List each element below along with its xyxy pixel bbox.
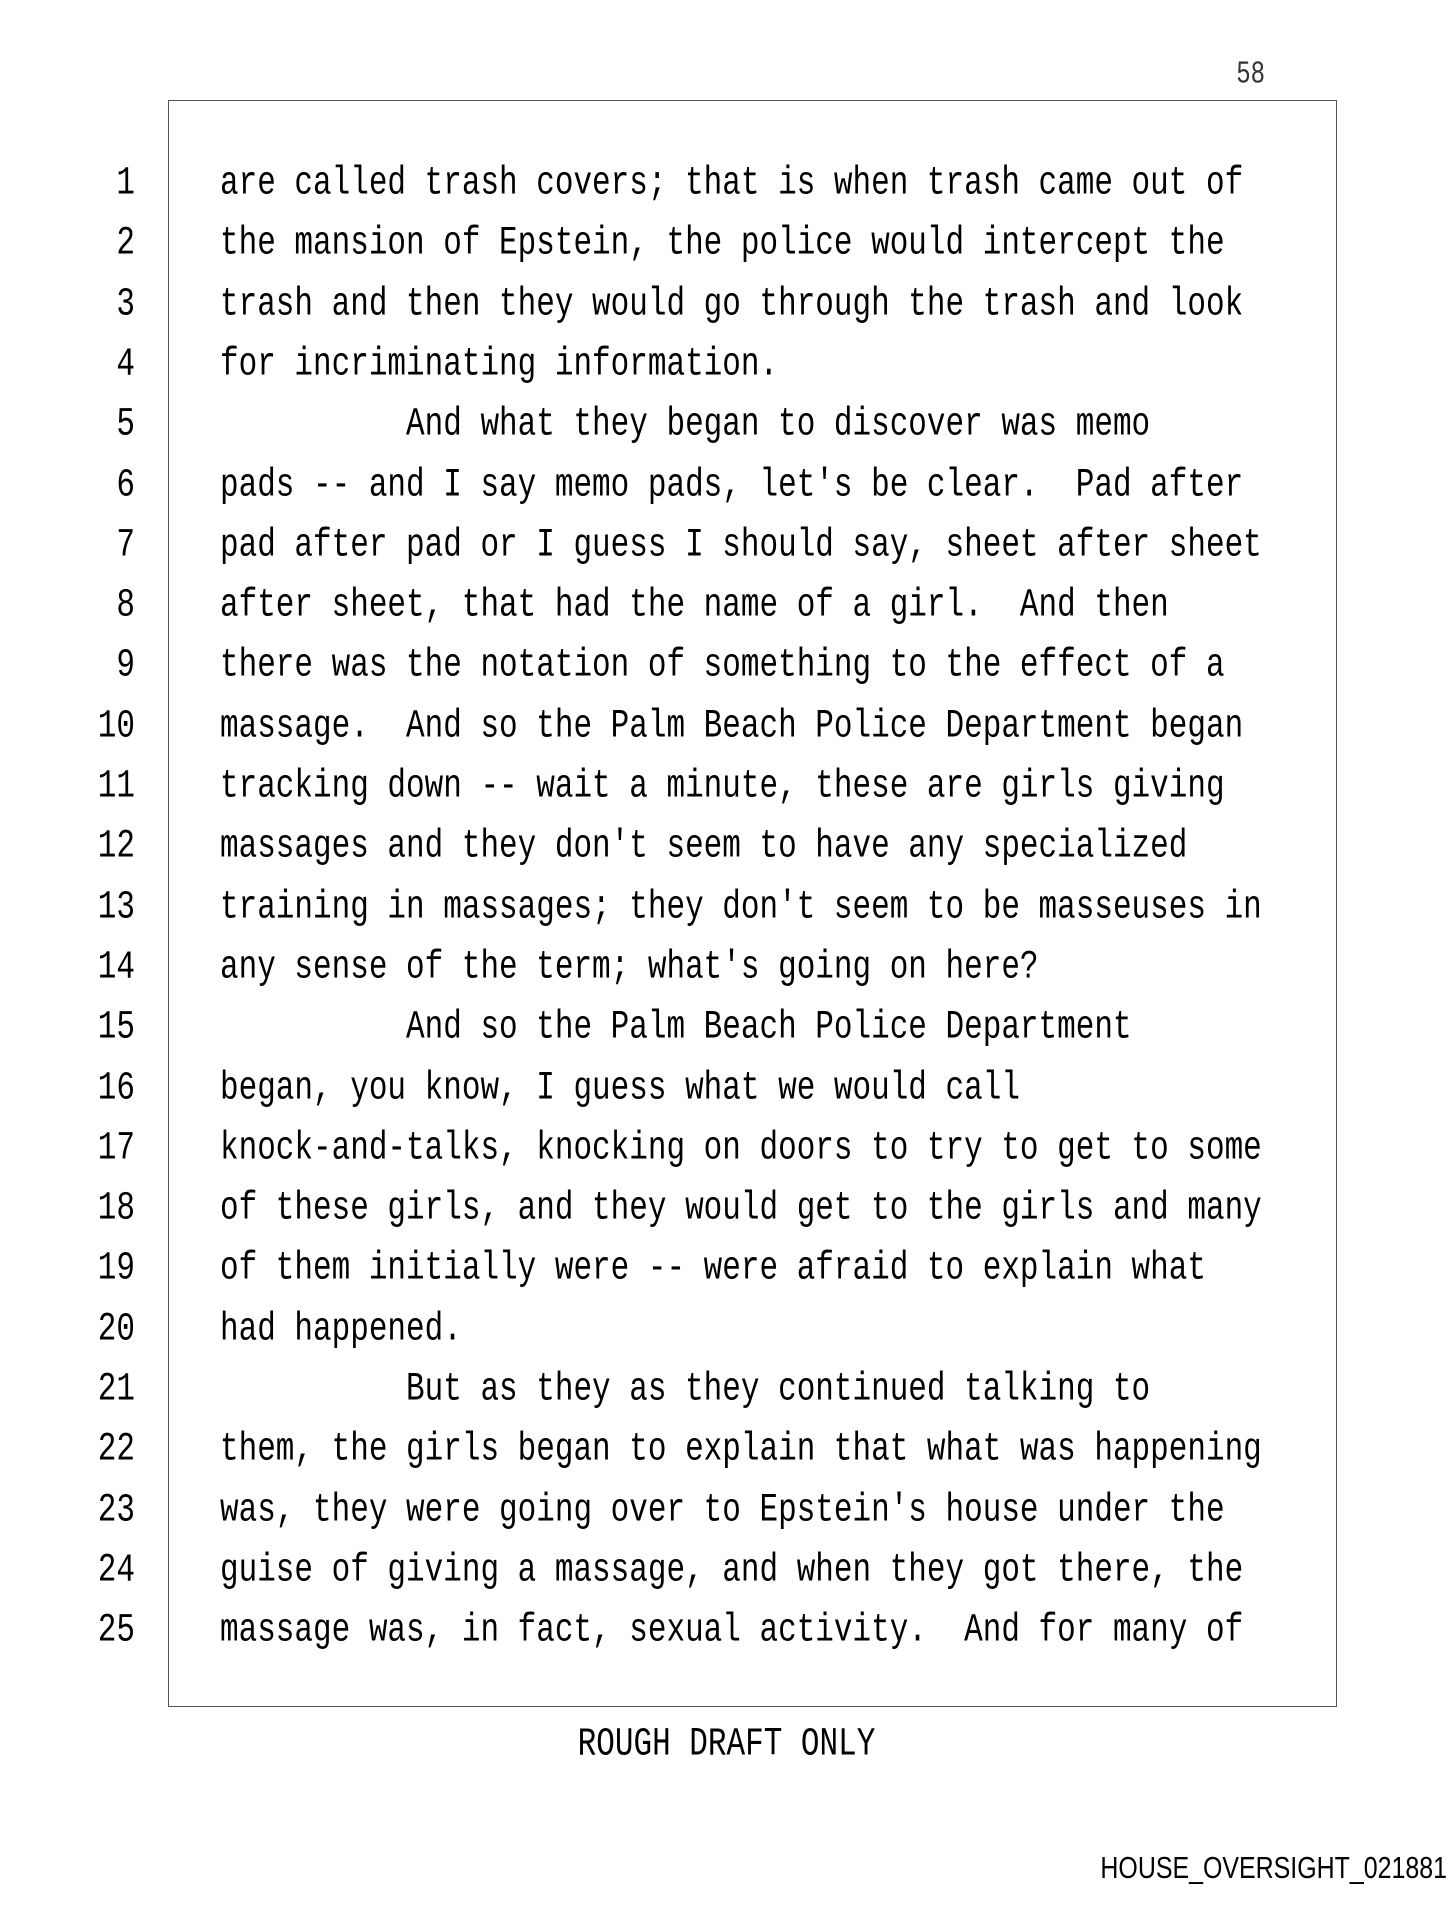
footer <box>0 1722 1453 1768</box>
line-number: 1 <box>116 161 135 207</box>
line-number: 9 <box>116 643 135 689</box>
transcript-line <box>0 704 1453 764</box>
transcript-line <box>0 1608 1453 1668</box>
line-number: 4 <box>116 341 135 388</box>
line-text: any sense of the term; what's going on here? <box>220 944 1039 991</box>
line-number: 7 <box>116 522 135 569</box>
line-text: was, they were going over to Epstein's house under the <box>220 1487 1225 1534</box>
line-text: And so the Palm Beach Police Department <box>220 1005 1132 1051</box>
transcript-line <box>0 523 1453 583</box>
transcript-line <box>0 764 1453 824</box>
page-number: 58 <box>1236 58 1265 94</box>
line-text: of them initially were -- were afraid to explain what <box>220 1246 1206 1292</box>
line-text: massages and they don't seem to have any specialized <box>220 824 1188 870</box>
line-text: tracking down -- wait a minute, these are girls giving <box>220 764 1225 810</box>
rough-draft-label: ROUGH DRAFT ONLY <box>577 1722 876 1768</box>
line-text: of these girls, and they would get to the girls and many <box>220 1186 1262 1232</box>
line-number: 8 <box>116 583 135 629</box>
line-text: them, the girls began to explain that what was happening <box>220 1427 1262 1473</box>
line-text: pads -- and I say memo pads, let's be clear. Pad after <box>220 462 1244 508</box>
line-number: 11 <box>97 764 135 810</box>
line-number: 18 <box>97 1186 135 1232</box>
line-number: 17 <box>97 1125 135 1172</box>
line-number: 5 <box>116 402 135 448</box>
line-number: 12 <box>97 824 135 870</box>
line-text: began, you know, I guess what we would call <box>220 1065 1020 1111</box>
line-number: 16 <box>97 1065 135 1111</box>
transcript-line <box>0 1427 1453 1487</box>
transcript-line <box>0 1488 1453 1548</box>
transcript-line <box>0 1367 1453 1427</box>
line-number: 23 <box>97 1487 135 1534</box>
line-number: 6 <box>116 462 135 508</box>
line-number: 10 <box>97 703 135 750</box>
line-text: And what they began to discover was memo <box>220 402 1151 448</box>
transcript-line <box>0 885 1453 945</box>
transcript-line <box>0 463 1453 523</box>
line-number: 24 <box>97 1547 135 1594</box>
line-text: guise of giving a massage, and when they got there, the <box>220 1547 1244 1594</box>
line-number: 13 <box>97 884 135 931</box>
line-number: 21 <box>97 1367 135 1413</box>
line-number: 3 <box>116 281 135 328</box>
transcript-line <box>0 643 1453 703</box>
transcript-line <box>0 945 1453 1005</box>
transcript-line <box>0 824 1453 884</box>
line-text: But as they as they continued talking to <box>220 1367 1151 1413</box>
transcript-line <box>0 1005 1453 1065</box>
line-text: had happened. <box>220 1306 462 1353</box>
line-text: the mansion of Epstein, the police would intercept the <box>220 221 1225 267</box>
line-number: 25 <box>97 1608 135 1654</box>
transcript-line <box>0 1246 1453 1306</box>
line-text: trash and then they would go through the trash and look <box>220 281 1244 328</box>
line-text: after sheet, that had the name of a girl. And then <box>220 583 1169 629</box>
transcript-line <box>0 342 1453 402</box>
line-number: 19 <box>97 1246 135 1292</box>
transcript-line <box>0 221 1453 281</box>
line-text: massage was, in fact, sexual activity. And for many of <box>220 1608 1244 1654</box>
line-text: massage. And so the Palm Beach Police Department began <box>220 703 1244 750</box>
line-number: 15 <box>97 1005 135 1051</box>
transcript-line <box>0 1307 1453 1367</box>
line-number: 20 <box>97 1306 135 1353</box>
transcript-line <box>0 583 1453 643</box>
bates-number: HOUSE_OVERSIGHT_021881 <box>1100 1852 1447 1886</box>
transcript-line <box>0 1186 1453 1246</box>
line-text: are called trash covers; that is when trash came out of <box>220 161 1244 207</box>
line-number: 22 <box>97 1427 135 1473</box>
line-text: knock-and-talks, knocking on doors to try to get to some <box>220 1125 1262 1172</box>
line-text: for incriminating information. <box>220 341 779 388</box>
line-text: pad after pad or I guess I should say, sheet after sheet <box>220 522 1262 569</box>
line-number: 2 <box>116 221 135 267</box>
transcript-line <box>0 1066 1453 1126</box>
line-number: 14 <box>97 944 135 991</box>
transcript-line <box>0 1126 1453 1186</box>
transcript-line <box>0 161 1453 221</box>
transcript-line <box>0 1548 1453 1608</box>
transcript-line <box>0 402 1453 462</box>
line-text: training in massages; they don't seem to be masseuses in <box>220 884 1262 931</box>
line-text: there was the notation of something to the effect of a <box>220 643 1225 689</box>
transcript-line <box>0 282 1453 342</box>
